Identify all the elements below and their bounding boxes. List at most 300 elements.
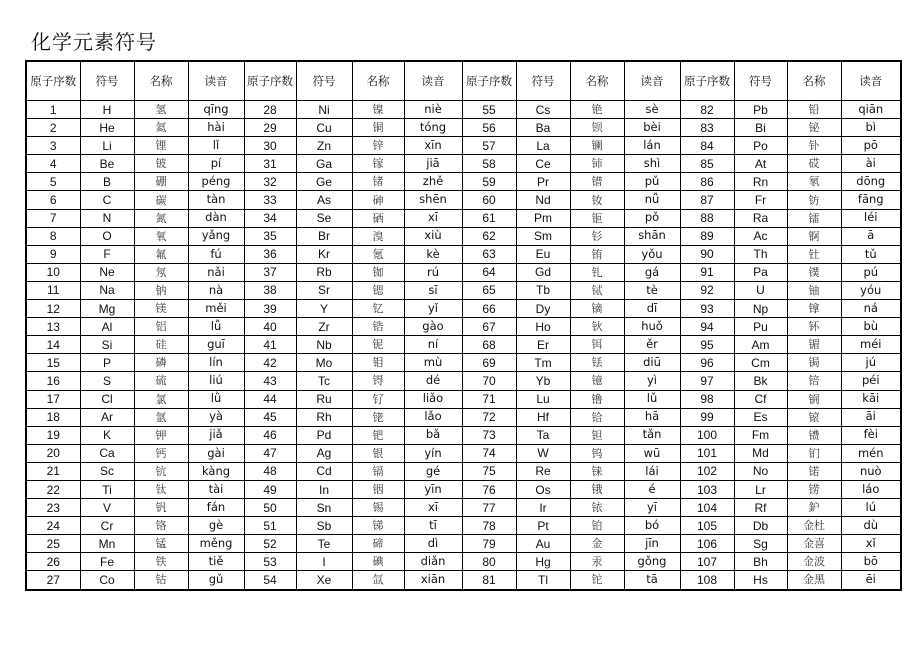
symbol-cell: Tl: [516, 571, 570, 590]
pronunciation-cell: pǔ: [624, 173, 680, 191]
header-pronunciation: 读音: [624, 61, 680, 101]
name-cell: 铷: [352, 263, 404, 281]
pronunciation-cell: xīn: [404, 137, 462, 155]
name-cell: 铌: [352, 336, 404, 354]
symbol-cell: Rn: [734, 173, 787, 191]
name-cell: 鈩: [787, 499, 841, 517]
pronunciation-cell: dì: [404, 535, 462, 553]
atomic-number-cell: 75: [462, 462, 516, 480]
pronunciation-cell: tiě: [188, 553, 244, 571]
table-row: [26, 426, 901, 444]
header-symbol: 符号: [80, 61, 134, 101]
atomic-number-cell: 60: [462, 191, 516, 209]
symbol-cell: Cd: [296, 462, 352, 480]
atomic-number-cell: 18: [26, 408, 80, 426]
table-row: [26, 408, 901, 426]
atomic-number-cell: 57: [462, 137, 516, 155]
symbol-cell: Er: [516, 336, 570, 354]
symbol-cell: Po: [734, 137, 787, 155]
table-row: [26, 281, 901, 299]
symbol-cell: Pm: [516, 209, 570, 227]
atomic-number-cell: 15: [26, 354, 80, 372]
atomic-number-cell: 24: [26, 517, 80, 535]
symbol-cell: Fm: [734, 426, 787, 444]
atomic-number-cell: 12: [26, 300, 80, 318]
symbol-cell: Te: [296, 535, 352, 553]
symbol-cell: Tm: [516, 354, 570, 372]
atomic-number-cell: 39: [244, 300, 296, 318]
symbol-cell: Rb: [296, 263, 352, 281]
name-cell: 氪: [352, 245, 404, 263]
pronunciation-cell: kè: [404, 245, 462, 263]
symbol-cell: N: [80, 209, 134, 227]
pronunciation-cell: lái: [624, 462, 680, 480]
name-cell: 汞: [570, 553, 624, 571]
symbol-cell: Li: [80, 137, 134, 155]
name-cell: 钕: [570, 191, 624, 209]
symbol-cell: Ge: [296, 173, 352, 191]
pronunciation-cell: gài: [188, 444, 244, 462]
pronunciation-cell: ěr: [624, 336, 680, 354]
symbol-cell: Hg: [516, 553, 570, 571]
pronunciation-cell: tǎn: [624, 426, 680, 444]
symbol-cell: Yb: [516, 372, 570, 390]
symbol-cell: Rf: [734, 499, 787, 517]
atomic-number-cell: 74: [462, 444, 516, 462]
symbol-cell: Sc: [80, 462, 134, 480]
symbol-cell: Kr: [296, 245, 352, 263]
name-cell: 铒: [570, 336, 624, 354]
atomic-number-cell: 9: [26, 245, 80, 263]
name-cell: 金波: [787, 553, 841, 571]
pronunciation-cell: jiā: [404, 155, 462, 173]
name-cell: 镤: [787, 263, 841, 281]
page-title: 化学元素符号: [31, 30, 157, 54]
symbol-cell: Au: [516, 535, 570, 553]
pronunciation-cell: jiǎ: [188, 426, 244, 444]
atomic-number-cell: 46: [244, 426, 296, 444]
symbol-cell: U: [734, 281, 787, 299]
atomic-number-cell: 28: [244, 101, 296, 119]
name-cell: 镧: [570, 137, 624, 155]
symbol-cell: Sm: [516, 227, 570, 245]
pronunciation-cell: lín: [188, 354, 244, 372]
name-cell: 锡: [352, 499, 404, 517]
atomic-number-cell: 53: [244, 553, 296, 571]
pronunciation-cell: lǎo: [404, 408, 462, 426]
name-cell: 锶: [352, 281, 404, 299]
table-row: [26, 553, 901, 571]
atomic-number-cell: 41: [244, 336, 296, 354]
atomic-number-cell: 68: [462, 336, 516, 354]
symbol-cell: Pr: [516, 173, 570, 191]
symbol-cell: Be: [80, 155, 134, 173]
symbol-cell: Am: [734, 336, 787, 354]
atomic-number-cell: 70: [462, 372, 516, 390]
table-body: [26, 101, 901, 590]
atomic-number-cell: 16: [26, 372, 80, 390]
symbol-cell: Ra: [734, 209, 787, 227]
atomic-number-cell: 93: [680, 300, 734, 318]
symbol-cell: C: [80, 191, 134, 209]
pronunciation-cell: tóng: [404, 119, 462, 137]
atomic-number-cell: 14: [26, 336, 80, 354]
name-cell: 镥: [570, 390, 624, 408]
name-cell: 镁: [134, 300, 188, 318]
name-cell: 钯: [352, 426, 404, 444]
pronunciation-cell: kàng: [188, 462, 244, 480]
name-cell: 锆: [352, 318, 404, 336]
name-cell: 镅: [787, 336, 841, 354]
symbol-cell: Se: [296, 209, 352, 227]
name-cell: 镝: [570, 300, 624, 318]
pronunciation-cell: ài: [841, 155, 901, 173]
atomic-number-cell: 1: [26, 101, 80, 119]
symbol-cell: La: [516, 137, 570, 155]
symbol-cell: Ba: [516, 119, 570, 137]
symbol-cell: As: [296, 191, 352, 209]
table-row: [26, 444, 901, 462]
table-row: [26, 517, 901, 535]
symbol-cell: Mn: [80, 535, 134, 553]
pronunciation-cell: rú: [404, 263, 462, 281]
table-header-row: [26, 61, 901, 101]
pronunciation-cell: léi: [841, 209, 901, 227]
pronunciation-cell: pō: [841, 137, 901, 155]
atomic-number-cell: 45: [244, 408, 296, 426]
pronunciation-cell: qiān: [841, 101, 901, 119]
table-row: [26, 499, 901, 517]
symbol-cell: Sn: [296, 499, 352, 517]
atomic-number-cell: 55: [462, 101, 516, 119]
pronunciation-cell: xiān: [404, 571, 462, 590]
table-row: [26, 390, 901, 408]
name-cell: 碲: [352, 535, 404, 553]
name-cell: 砷: [352, 191, 404, 209]
symbol-cell: Fe: [80, 553, 134, 571]
atomic-number-cell: 25: [26, 535, 80, 553]
name-cell: 铱: [570, 499, 624, 517]
name-cell: 钠: [134, 281, 188, 299]
symbol-cell: Lu: [516, 390, 570, 408]
atomic-number-cell: 20: [26, 444, 80, 462]
name-cell: 硒: [352, 209, 404, 227]
pronunciation-cell: ēi: [841, 571, 901, 590]
symbol-cell: P: [80, 354, 134, 372]
atomic-number-cell: 71: [462, 390, 516, 408]
name-cell: 氙: [352, 571, 404, 590]
table-row: [26, 535, 901, 553]
symbol-cell: O: [80, 227, 134, 245]
name-cell: 钼: [352, 354, 404, 372]
symbol-cell: Ne: [80, 263, 134, 281]
table-row: [26, 101, 901, 119]
atomic-number-cell: 73: [462, 426, 516, 444]
pronunciation-cell: dàn: [188, 209, 244, 227]
header-name: 名称: [352, 61, 404, 101]
symbol-cell: Ac: [734, 227, 787, 245]
symbol-cell: Mg: [80, 300, 134, 318]
atomic-number-cell: 17: [26, 390, 80, 408]
atomic-number-cell: 58: [462, 155, 516, 173]
header-atomic-number: 原子序数: [26, 61, 80, 101]
pronunciation-cell: dù: [841, 517, 901, 535]
atomic-number-cell: 51: [244, 517, 296, 535]
pronunciation-cell: dōng: [841, 173, 901, 191]
symbol-cell: Cf: [734, 390, 787, 408]
pronunciation-cell: niè: [404, 101, 462, 119]
atomic-number-cell: 40: [244, 318, 296, 336]
pronunciation-cell: tàn: [188, 191, 244, 209]
atomic-number-cell: 99: [680, 408, 734, 426]
atomic-number-cell: 62: [462, 227, 516, 245]
atomic-number-cell: 21: [26, 462, 80, 480]
table-row: [26, 263, 901, 281]
atomic-number-cell: 32: [244, 173, 296, 191]
symbol-cell: Pd: [296, 426, 352, 444]
name-cell: 钐: [570, 227, 624, 245]
name-cell: 钨: [570, 444, 624, 462]
name-cell: 钽: [570, 426, 624, 444]
symbol-cell: Zn: [296, 137, 352, 155]
table-row: [26, 209, 901, 227]
symbol-cell: Bk: [734, 372, 787, 390]
atomic-number-cell: 54: [244, 571, 296, 590]
table-row: [26, 119, 901, 137]
symbol-cell: Tc: [296, 372, 352, 390]
symbol-cell: Zr: [296, 318, 352, 336]
atomic-number-cell: 104: [680, 499, 734, 517]
atomic-number-cell: 103: [680, 480, 734, 498]
name-cell: 镍: [352, 101, 404, 119]
name-cell: 钆: [570, 263, 624, 281]
pronunciation-cell: yǐ: [404, 300, 462, 318]
name-cell: 钌: [352, 390, 404, 408]
name-cell: 锿: [787, 408, 841, 426]
symbol-cell: Hf: [516, 408, 570, 426]
symbol-cell: Hs: [734, 571, 787, 590]
table-row: [26, 155, 901, 173]
atomic-number-cell: 105: [680, 517, 734, 535]
pronunciation-cell: xiù: [404, 227, 462, 245]
symbol-cell: Xe: [296, 571, 352, 590]
symbol-cell: Cr: [80, 517, 134, 535]
table-row: [26, 318, 901, 336]
pronunciation-cell: liú: [188, 372, 244, 390]
table-row: [26, 300, 901, 318]
symbol-cell: Ga: [296, 155, 352, 173]
pronunciation-cell: pǒ: [624, 209, 680, 227]
symbol-cell: He: [80, 119, 134, 137]
name-cell: 铕: [570, 245, 624, 263]
name-cell: 钪: [134, 462, 188, 480]
table-row: [26, 245, 901, 263]
symbol-cell: Pb: [734, 101, 787, 119]
symbol-cell: Ce: [516, 155, 570, 173]
symbol-cell: Ru: [296, 390, 352, 408]
symbol-cell: Dy: [516, 300, 570, 318]
atomic-number-cell: 22: [26, 480, 80, 498]
header-pronunciation: 读音: [841, 61, 901, 101]
pronunciation-cell: sè: [624, 101, 680, 119]
atomic-number-cell: 29: [244, 119, 296, 137]
pronunciation-cell: xī: [404, 499, 462, 517]
symbol-cell: Si: [80, 336, 134, 354]
pronunciation-cell: péi: [841, 372, 901, 390]
symbol-cell: Eu: [516, 245, 570, 263]
pronunciation-cell: hā: [624, 408, 680, 426]
pronunciation-cell: gé: [404, 462, 462, 480]
pronunciation-cell: é: [624, 480, 680, 498]
name-cell: 铊: [570, 571, 624, 590]
symbol-cell: B: [80, 173, 134, 191]
atomic-number-cell: 52: [244, 535, 296, 553]
atomic-number-cell: 30: [244, 137, 296, 155]
name-cell: 钛: [134, 480, 188, 498]
pronunciation-cell: pí: [188, 155, 244, 173]
atomic-number-cell: 88: [680, 209, 734, 227]
name-cell: 金杜: [787, 517, 841, 535]
atomic-number-cell: 4: [26, 155, 80, 173]
symbol-cell: Bi: [734, 119, 787, 137]
pronunciation-cell: lǜ: [188, 390, 244, 408]
pronunciation-cell: pú: [841, 263, 901, 281]
atomic-number-cell: 96: [680, 354, 734, 372]
pronunciation-cell: wū: [624, 444, 680, 462]
symbol-cell: Ag: [296, 444, 352, 462]
name-cell: 溴: [352, 227, 404, 245]
name-cell: 锎: [787, 390, 841, 408]
pronunciation-cell: yà: [188, 408, 244, 426]
name-cell: 氡: [787, 173, 841, 191]
pronunciation-cell: nà: [188, 281, 244, 299]
pronunciation-cell: gè: [188, 517, 244, 535]
symbol-cell: Cl: [80, 390, 134, 408]
name-cell: 锗: [352, 173, 404, 191]
name-cell: 镭: [787, 209, 841, 227]
pronunciation-cell: ní: [404, 336, 462, 354]
atomic-number-cell: 85: [680, 155, 734, 173]
name-cell: 硼: [134, 173, 188, 191]
name-cell: 镉: [352, 462, 404, 480]
name-cell: 氢: [134, 101, 188, 119]
atomic-number-cell: 11: [26, 281, 80, 299]
name-cell: 氖: [134, 263, 188, 281]
pronunciation-cell: tài: [188, 480, 244, 498]
name-cell: 碳: [134, 191, 188, 209]
pronunciation-cell: shān: [624, 227, 680, 245]
pronunciation-cell: diū: [624, 354, 680, 372]
atomic-number-cell: 108: [680, 571, 734, 590]
header-atomic-number: 原子序数: [462, 61, 516, 101]
name-cell: 钬: [570, 318, 624, 336]
atomic-number-cell: 7: [26, 209, 80, 227]
atomic-number-cell: 101: [680, 444, 734, 462]
header-pronunciation: 读音: [188, 61, 244, 101]
atomic-number-cell: 34: [244, 209, 296, 227]
atomic-number-cell: 5: [26, 173, 80, 191]
symbol-cell: At: [734, 155, 787, 173]
name-cell: 铟: [352, 480, 404, 498]
pronunciation-cell: tǔ: [841, 245, 901, 263]
atomic-number-cell: 98: [680, 390, 734, 408]
name-cell: 钍: [787, 245, 841, 263]
name-cell: 碘: [352, 553, 404, 571]
table-row: [26, 480, 901, 498]
atomic-number-cell: 67: [462, 318, 516, 336]
pronunciation-cell: ā: [841, 227, 901, 245]
name-cell: 钚: [787, 318, 841, 336]
symbol-cell: Pt: [516, 517, 570, 535]
table-row: [26, 372, 901, 390]
atomic-number-cell: 56: [462, 119, 516, 137]
atomic-number-cell: 13: [26, 318, 80, 336]
name-cell: 锰: [134, 535, 188, 553]
atomic-number-cell: 63: [462, 245, 516, 263]
name-cell: 铀: [787, 281, 841, 299]
name-cell: 锑: [352, 517, 404, 535]
atomic-number-cell: 95: [680, 336, 734, 354]
pronunciation-cell: xǐ: [841, 535, 901, 553]
symbol-cell: Fr: [734, 191, 787, 209]
symbol-cell: Mo: [296, 354, 352, 372]
symbol-cell: Es: [734, 408, 787, 426]
name-cell: 铪: [570, 408, 624, 426]
symbol-cell: Np: [734, 300, 787, 318]
name-cell: 金黑: [787, 571, 841, 590]
pronunciation-cell: yì: [624, 372, 680, 390]
pronunciation-cell: péng: [188, 173, 244, 191]
atomic-number-cell: 76: [462, 480, 516, 498]
pronunciation-cell: yǎng: [188, 227, 244, 245]
atomic-number-cell: 102: [680, 462, 734, 480]
pronunciation-cell: měi: [188, 300, 244, 318]
symbol-cell: Ir: [516, 499, 570, 517]
atomic-number-cell: 89: [680, 227, 734, 245]
name-cell: 氩: [134, 408, 188, 426]
symbol-cell: Ca: [80, 444, 134, 462]
name-cell: 银: [352, 444, 404, 462]
atomic-number-cell: 77: [462, 499, 516, 517]
symbol-cell: Th: [734, 245, 787, 263]
atomic-number-cell: 84: [680, 137, 734, 155]
name-cell: 钷: [570, 209, 624, 227]
name-cell: 锇: [570, 480, 624, 498]
symbol-cell: Na: [80, 281, 134, 299]
table-row: [26, 354, 901, 372]
name-cell: 铅: [787, 101, 841, 119]
header-pronunciation: 读音: [404, 61, 462, 101]
name-cell: 硫: [134, 372, 188, 390]
pronunciation-cell: gào: [404, 318, 462, 336]
symbol-cell: Cs: [516, 101, 570, 119]
name-cell: 氟: [134, 245, 188, 263]
atomic-number-cell: 80: [462, 553, 516, 571]
symbol-cell: In: [296, 480, 352, 498]
header-name: 名称: [787, 61, 841, 101]
pronunciation-cell: fèi: [841, 426, 901, 444]
atomic-number-cell: 43: [244, 372, 296, 390]
table-row: [26, 462, 901, 480]
atomic-number-cell: 100: [680, 426, 734, 444]
name-cell: 铥: [570, 354, 624, 372]
name-cell: 钋: [787, 137, 841, 155]
atomic-number-cell: 35: [244, 227, 296, 245]
atomic-number-cell: 49: [244, 480, 296, 498]
table-row: [26, 336, 901, 354]
symbol-cell: S: [80, 372, 134, 390]
pronunciation-cell: dé: [404, 372, 462, 390]
